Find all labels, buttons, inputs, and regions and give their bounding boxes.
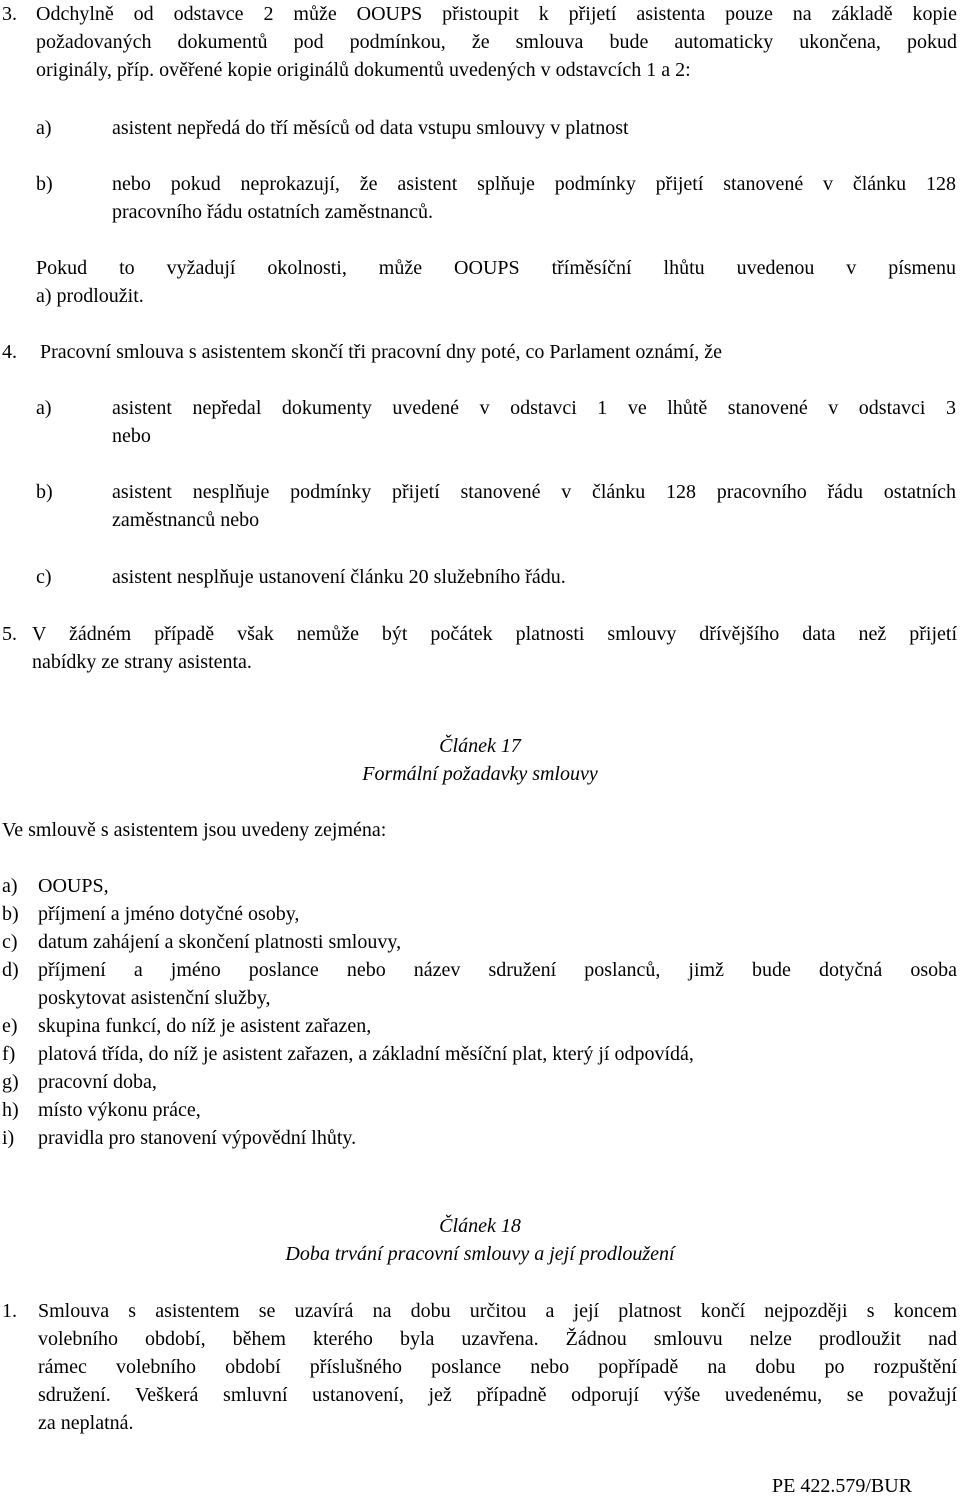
article-title: Formální požadavky smlouvy (362, 763, 598, 785)
list-text: asistent nepředal dokumenty uvedené v odstavci 1 ve lhůtě stanovené v odstavci 3 (112, 397, 956, 419)
paragraph-line: Odchylně od odstavce 2 může OOUPS přistoupit k přijetí asistenta pouze na základě kopie (36, 3, 957, 25)
paragraph-number: 1. (2, 1300, 17, 1322)
note-line: a) prodloužit. (36, 285, 144, 307)
list-label: b) (2, 903, 19, 925)
list-text: zaměstnanců nebo (112, 509, 260, 531)
list-item (0, 1040, 960, 1068)
list-label: b) (36, 481, 53, 503)
paragraph-line: originály, příp. ověřené kopie originálů dokumentů uvedených v odstavcích 1 a 2: (36, 59, 691, 81)
paragraph-line: nabídky ze strany asistenta. (32, 651, 252, 673)
list-text: příjmení a jméno dotyčné osoby, (38, 903, 300, 925)
note (36, 254, 956, 310)
list-text: poskytovat asistenční služby, (38, 987, 271, 1009)
article-intro: Ve smlouvě s asistentem jsou uvedeny zejména: (2, 819, 387, 841)
paragraph-line: V žádném případě však nemůže být počátek platnosti smlouvy dřívějšího data než přijetí (32, 623, 957, 645)
list-text: asistent nesplňuje ustanovení článku 20 služebního řádu. (112, 566, 566, 588)
paragraph-number: 4. (2, 341, 17, 363)
list-label: a) (2, 875, 18, 897)
list-item (0, 1124, 960, 1152)
list-label: h) (2, 1099, 19, 1121)
paragraph-line: sdružení. Veškerá smluvní ustanovení, jež případně odporují výše uvedenému, se považují (38, 1384, 957, 1406)
list-item (0, 872, 960, 900)
list-text: datum zahájení a skončení platnosti smlouvy, (38, 931, 402, 953)
list-text: pracovní doba, (38, 1071, 157, 1093)
paragraph-line: rámec volebního období příslušného poslance nebo popřípadě na dobu po rozpuštění (38, 1356, 957, 1378)
list-text: pracovního řádu ostatních zaměstnanců. (112, 201, 433, 223)
paragraph-line: požadovaných dokumentů pod podmínkou, že smlouva bude automaticky ukončena, pokud (36, 31, 957, 53)
paragraph-line: volebního období, během kterého byla uzavřena. Žádnou smlouvu nelze prodloužit nad (38, 1328, 957, 1350)
requirements-list (0, 872, 960, 1152)
list-text: příjmení a jméno poslance nebo název sdružení poslanců, jimž bude dotyčná osoba (38, 959, 957, 981)
list-label: c) (36, 566, 52, 588)
list-label: e) (2, 1015, 18, 1037)
list-label: a) (36, 117, 52, 139)
article-title: Doba trvání pracovní smlouvy a její prodloužení (285, 1243, 675, 1265)
list-label: a) (36, 397, 52, 419)
list-label: f) (2, 1043, 16, 1065)
list-label: d) (2, 959, 19, 981)
paragraph-line: Smlouva s asistentem se uzavírá na dobu určitou a její platnost končí nejpozději s koncem (38, 1300, 957, 1322)
paragraph-line: za neplatná. (38, 1412, 134, 1434)
note-line: Pokud to vyžadují okolnosti, může OOUPS tříměsíční lhůtu uvedenou v písmenu (36, 257, 956, 279)
paragraph-text: Pracovní smlouva s asistentem skončí tři pracovní dny poté, co Parlament oznámí, že (40, 341, 723, 363)
list-label: b) (36, 173, 53, 195)
list-item (0, 1068, 960, 1096)
list-text: platová třída, do níž je asistent zařazen, a základní měsíční plat, který jí odpovídá, (38, 1043, 694, 1065)
paragraph-number: 3. (2, 3, 17, 25)
list-item (0, 1096, 960, 1124)
document-reference: PE 422.579/BUR (772, 1475, 913, 1497)
list-text: OOUPS, (38, 875, 109, 897)
list-text: skupina funkcí, do níž je asistent zařazen, (38, 1015, 372, 1037)
paragraph-number: 5. (2, 623, 17, 645)
list-item (0, 900, 960, 928)
article-heading: Článek 18 (439, 1215, 521, 1237)
list-item (0, 928, 960, 956)
list-text: asistent nepředá do tří měsíců od data vstupu smlouvy v platnost (112, 117, 629, 139)
list-text: nebo (112, 425, 151, 447)
list-text: asistent nesplňuje podmínky přijetí stanovené v článku 128 pracovního řádu ostatních (112, 481, 956, 503)
list-text: místo výkonu práce, (38, 1099, 201, 1121)
list-text: pravidla pro stanovení výpovědní lhůty. (38, 1127, 357, 1149)
article-heading: Článek 17 (439, 735, 521, 757)
list-label: i) (2, 1127, 15, 1149)
list-item (0, 1012, 960, 1040)
list-label: c) (2, 931, 18, 953)
list-text: nebo pokud neprokazují, že asistent splňuje podmínky přijetí stanovené v článku 128 (112, 173, 956, 195)
list-item (0, 956, 960, 1012)
list-label: g) (2, 1071, 19, 1093)
